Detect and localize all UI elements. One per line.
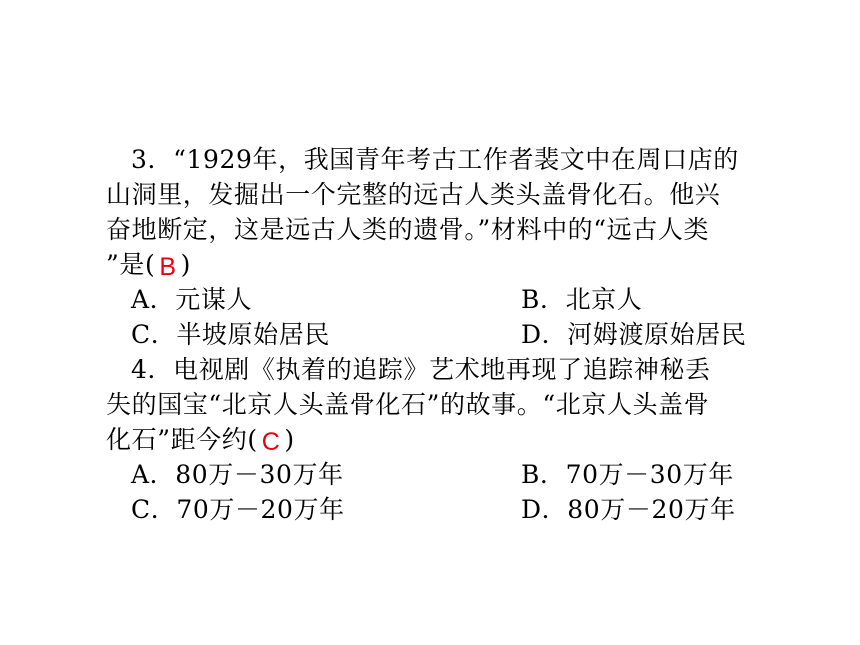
question-4-options-row-1: [106, 457, 806, 492]
question-4-option-d: D．80万－20万年: [521, 495, 736, 524]
question-3-line-1: 3．“1929年，我国青年考古工作者裴文中在周口店的: [131, 145, 739, 174]
question-3-options-row-1: [106, 282, 806, 317]
question-4-option-a: A．80万－30万年: [131, 460, 344, 489]
question-4-line-1: 4．电视剧《执着的追踪》艺术地再现了追踪神秘丢: [131, 355, 711, 384]
question-4-option-b: B．70万－30万年: [521, 460, 734, 489]
question-3-options-row-2: [106, 317, 806, 352]
question-3-line-3: 奋地断定，这是远古人类的遗骨。”材料中的“远古人类: [106, 215, 710, 244]
question-3-line-2: 山洞里，发掘出一个完整的远古人类头盖骨化石。他兴: [106, 180, 721, 209]
question-3-stem-prefix: ”是(: [106, 250, 156, 279]
question-4-stem-end: [106, 422, 806, 457]
question-3-option-c: C．半坡原始居民: [131, 320, 330, 349]
question-4-stem-prefix: 化石”距今约(: [106, 425, 258, 454]
question-4-answer: C: [261, 428, 281, 456]
question-4-option-c: C．70万－20万年: [131, 495, 345, 524]
question-4-options-row-2: [106, 492, 806, 527]
question-3-stem-suffix: ): [180, 250, 191, 279]
question-3-option-d: D．河姆渡原始居民: [521, 320, 747, 349]
question-3-stem-end: [106, 247, 806, 282]
question-3: [106, 142, 806, 352]
question-content: [106, 142, 806, 527]
question-4: [106, 352, 806, 527]
question-4-stem-suffix: ): [284, 425, 295, 454]
question-4-line-2: 失的国宝“北京人头盖骨化石”的故事。“北京人头盖骨: [106, 390, 710, 419]
question-3-option-a: A．元谋人: [131, 285, 253, 314]
question-3-answer: B: [159, 253, 177, 281]
question-3-option-b: B．北京人: [521, 285, 643, 314]
